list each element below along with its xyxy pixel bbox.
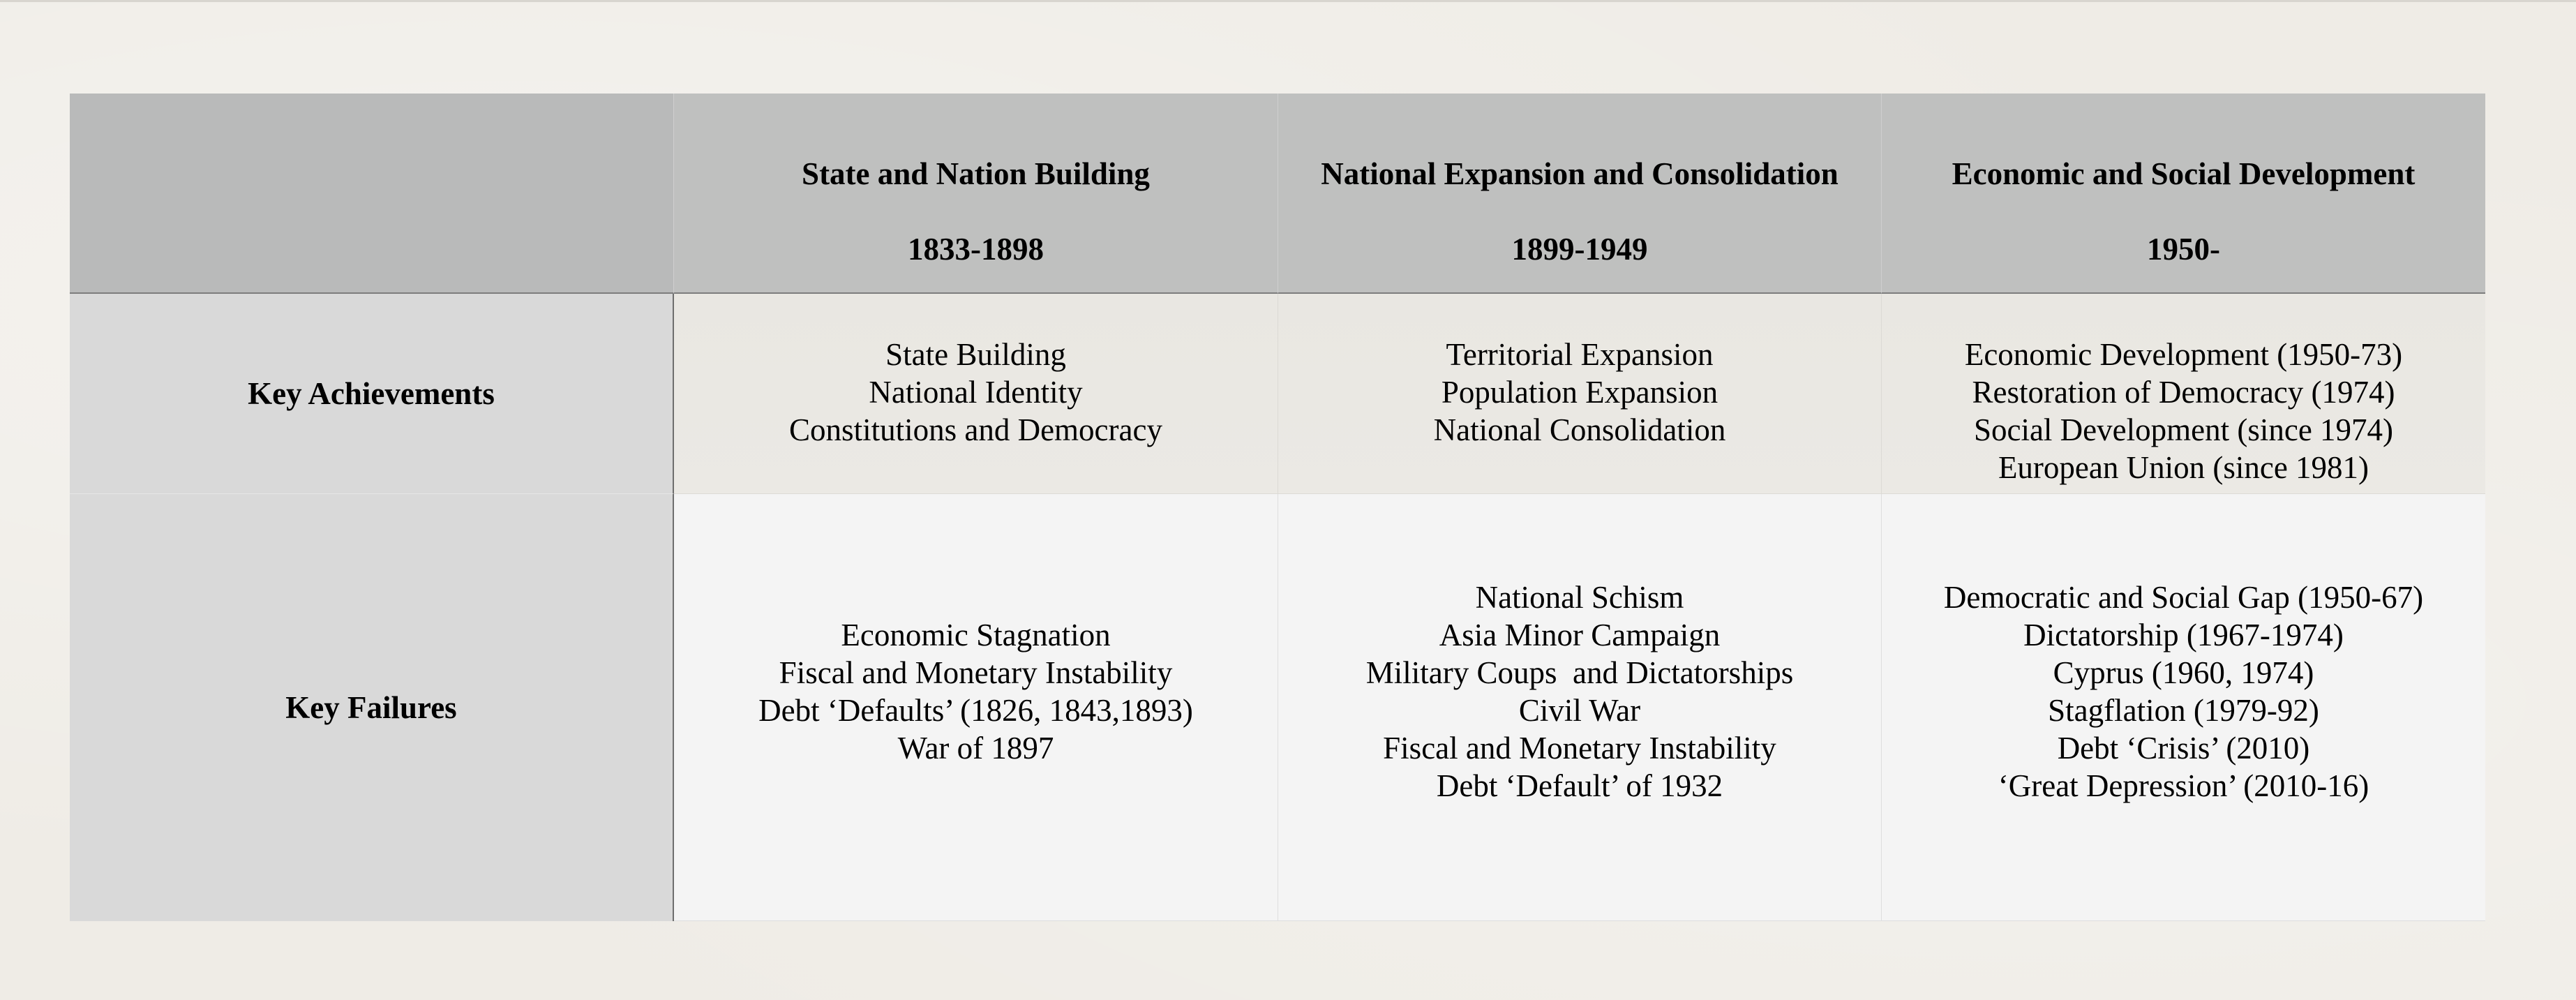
list-item: Civil War xyxy=(1518,693,1641,728)
list-item: National Consolidation xyxy=(1433,412,1726,447)
list-item: Dictatorship (1967-1974) xyxy=(2023,618,2344,652)
achievements-cell-period-2 xyxy=(1278,294,1882,494)
achievements-cell-period-3 xyxy=(1882,294,2485,494)
list-item: National Schism xyxy=(1475,580,1684,615)
row-label-achievements xyxy=(70,294,674,494)
list-item: ‘Great Depression’ (2010-16) xyxy=(1998,768,2369,803)
list-item: Constitutions and Democracy xyxy=(789,412,1162,447)
header-corner-cell xyxy=(70,94,674,294)
list-item: Military Coups and Dictatorships xyxy=(1365,655,1794,690)
list-item: State Building xyxy=(885,337,1066,372)
list-item: Territorial Expansion xyxy=(1446,337,1714,372)
periods-table xyxy=(70,94,2485,921)
list-item: Debt ‘Defaults’ (1826, 1843,1893) xyxy=(758,693,1193,728)
list-item: Restoration of Democracy (1974) xyxy=(1972,375,2395,410)
header-period-2 xyxy=(1278,94,1882,294)
top-rule xyxy=(0,0,2576,2)
list-item: Democratic and Social Gap (1950-67) xyxy=(1943,580,2424,615)
list-item: Economic Development (1950-73) xyxy=(1964,337,2403,372)
list-item: European Union (since 1981) xyxy=(1998,450,2369,485)
row-label-text: Key Failures xyxy=(285,690,457,725)
row-label-text: Key Achievements xyxy=(248,376,495,411)
list-item: Debt ‘Crisis’ (2010) xyxy=(2057,731,2310,766)
list-item: National Identity xyxy=(869,375,1083,410)
period-title: Economic and Social Development xyxy=(1952,156,2416,191)
period-title: State and Nation Building xyxy=(802,156,1150,191)
period-years: 1833-1898 xyxy=(907,231,1044,267)
failures-cell-period-2 xyxy=(1278,494,1882,921)
list-item: War of 1897 xyxy=(897,731,1054,766)
achievements-cell-period-1 xyxy=(674,294,1278,494)
list-item: Population Expansion xyxy=(1441,375,1718,410)
list-item: Stagflation (1979-92) xyxy=(2048,693,2319,728)
period-years: 1950- xyxy=(2146,231,2220,267)
period-years: 1899-1949 xyxy=(1511,231,1648,267)
failures-cell-period-1 xyxy=(674,494,1278,921)
list-item: Fiscal and Monetary Instability xyxy=(779,655,1173,690)
list-item: Asia Minor Campaign xyxy=(1439,618,1721,652)
list-item: Cyprus (1960, 1974) xyxy=(2053,655,2314,690)
header-period-1 xyxy=(674,94,1278,294)
failures-cell-period-3 xyxy=(1882,494,2485,921)
list-item: Social Development (since 1974) xyxy=(1973,412,2394,447)
list-item: Debt ‘Default’ of 1932 xyxy=(1436,768,1723,803)
header-period-3 xyxy=(1882,94,2485,294)
list-item: Economic Stagnation xyxy=(841,618,1111,652)
row-label-failures xyxy=(70,494,674,921)
list-item: Fiscal and Monetary Instability xyxy=(1383,731,1776,766)
period-title: National Expansion and Consolidation xyxy=(1321,156,1839,191)
